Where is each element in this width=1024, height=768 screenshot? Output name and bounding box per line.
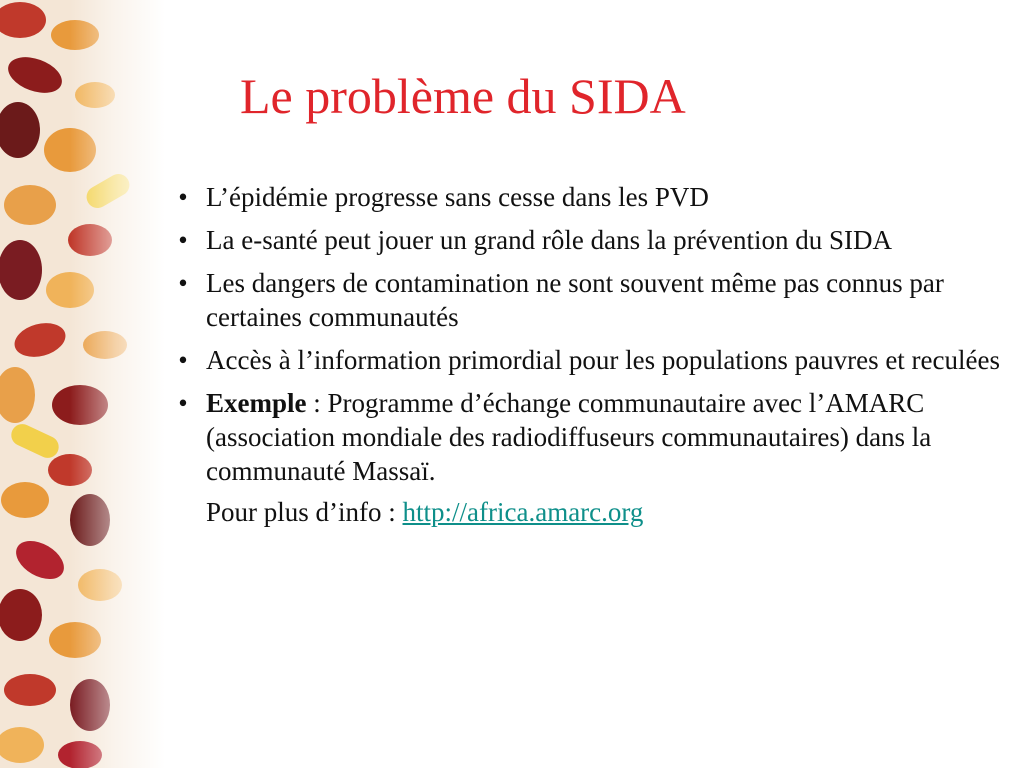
- bullet-item-3: [168, 266, 1008, 334]
- more-info-line: [168, 495, 1008, 529]
- bullet-text: Accès à l’information primordial pour les populations pauvres et reculées: [206, 345, 1000, 375]
- bullet-marker: •: [178, 225, 188, 255]
- bullet-text: La e-santé peut jouer un grand rôle dans la prévention du SIDA: [206, 225, 893, 255]
- example-label: Exemple: [206, 388, 307, 418]
- bullet-item-example: [168, 386, 1008, 488]
- bullet-list: [168, 180, 1008, 529]
- bullet-marker: •: [178, 388, 188, 418]
- slide-title: Le problème du SIDA: [240, 68, 686, 124]
- example-text: : Programme d’échange communautaire avec l’AMARC (association mondiale des radiodiffuseurs communautaires) dans la communauté Massaï.: [206, 388, 932, 486]
- bullet-marker: •: [178, 182, 188, 212]
- pills-fade-overlay: [0, 0, 170, 768]
- bullet-text: L’épidémie progresse sans cesse dans les PVD: [206, 182, 709, 212]
- bullet-item-2: [168, 223, 1008, 257]
- bullet-text: Les dangers de contamination ne sont souvent même pas connus par certaines communautés: [206, 268, 944, 332]
- bullet-marker: •: [178, 268, 188, 298]
- bullet-item-4: [168, 343, 1008, 377]
- amarc-link[interactable]: http://africa.amarc.org: [402, 497, 644, 527]
- bullet-item-1: [168, 180, 1008, 214]
- more-info-prefix: Pour plus d’info :: [206, 497, 403, 527]
- bullet-marker: •: [178, 345, 188, 375]
